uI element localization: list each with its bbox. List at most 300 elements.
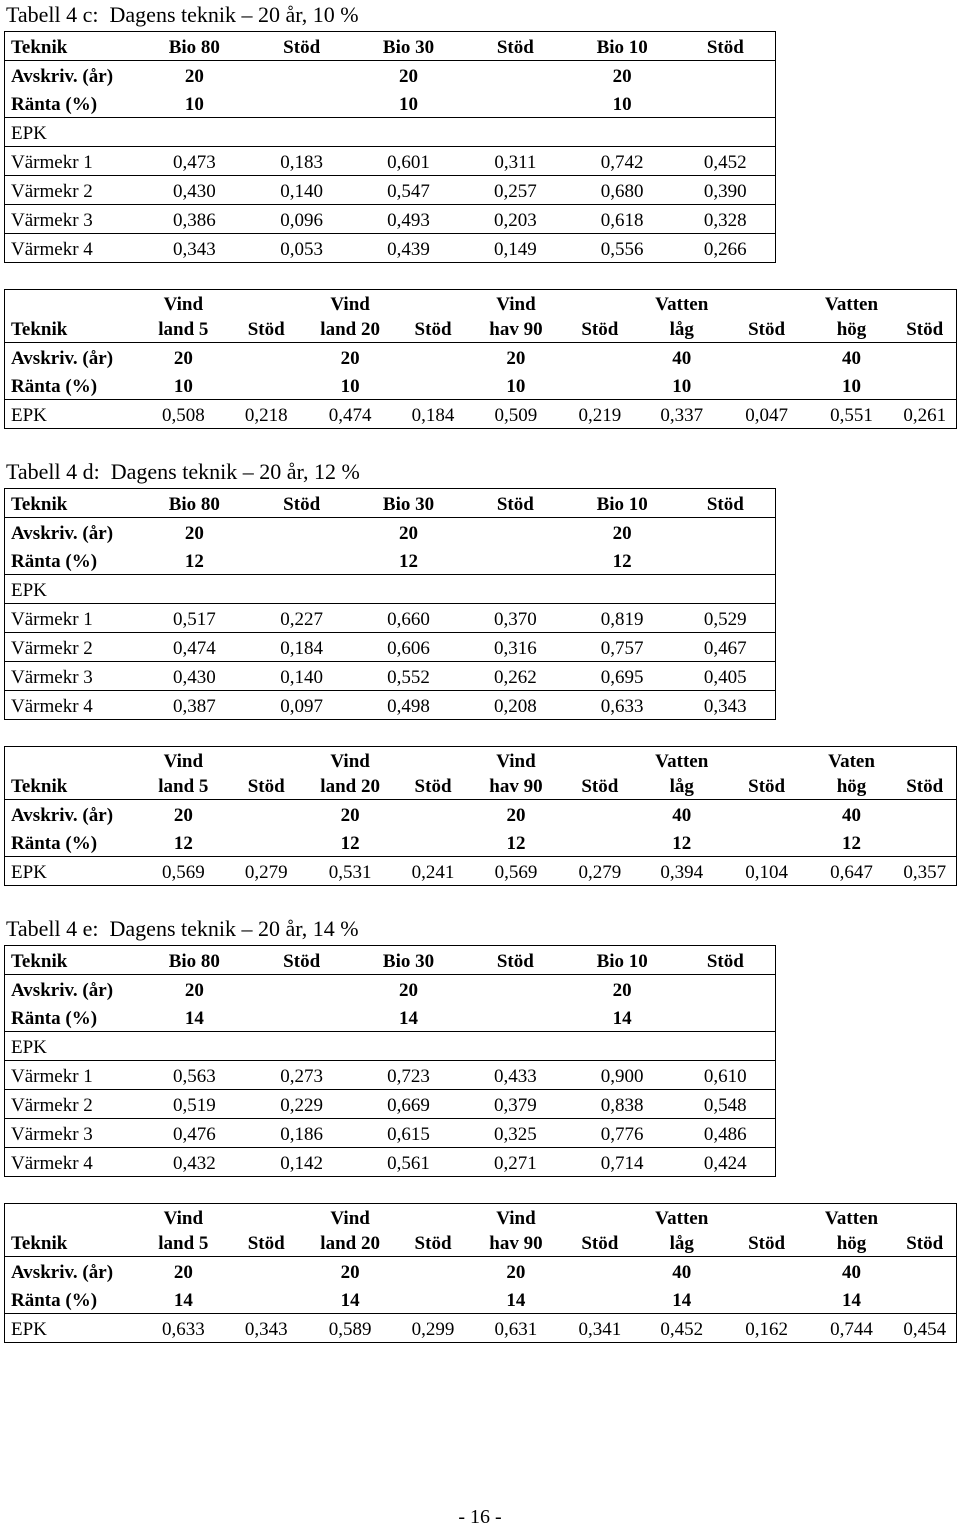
table-cell: 0,601 — [355, 147, 462, 176]
table-cell — [226, 1285, 306, 1314]
table-cell: 0,424 — [676, 1148, 776, 1177]
table-cell — [560, 343, 640, 372]
header-top-line — [906, 1206, 943, 1231]
header-cell — [472, 747, 560, 800]
table-cell: Stöd — [496, 494, 534, 515]
header-bottom-line: Stöd — [906, 319, 944, 340]
header-bottom-line: Stöd — [748, 319, 786, 340]
table-cell: Värmekr 4 — [5, 234, 141, 263]
table-cell: Värmekr 1 — [5, 1061, 141, 1090]
table-cell — [893, 1257, 956, 1286]
header-top-line: Vind — [330, 1208, 370, 1229]
header-cell — [226, 747, 306, 800]
table-cell: 0,552 — [355, 662, 462, 691]
table-cell: 0,241 — [394, 857, 472, 886]
table-cell — [226, 1257, 306, 1286]
table-cell: 0,548 — [676, 1090, 776, 1119]
header-cell — [810, 1204, 894, 1257]
table-cell: 0,394 — [640, 857, 724, 886]
table-cell: Bio 80 — [168, 951, 220, 972]
header-bottom-line: Teknik — [11, 1233, 68, 1254]
table-cell: 0,561 — [355, 1148, 462, 1177]
table-cell: EPK — [5, 575, 776, 604]
table-cell: 0,714 — [569, 1148, 676, 1177]
table-cell: Värmekr 4 — [5, 1148, 141, 1177]
header-bottom-line: land 20 — [320, 776, 380, 797]
table-cell: 20 — [472, 343, 560, 372]
header-top-line: Vind — [330, 294, 370, 315]
table-cell: 0,096 — [248, 205, 355, 234]
table-cell — [676, 1003, 776, 1032]
table-cell: 0,261 — [893, 400, 956, 429]
header-cell — [810, 747, 894, 800]
table-cell: 12 — [173, 833, 193, 854]
table-cell: 0,257 — [462, 176, 569, 205]
table-cell — [724, 1257, 810, 1286]
table-cell: 14 — [340, 1290, 360, 1311]
table-cell: 0,047 — [724, 400, 810, 429]
header-cell — [810, 290, 894, 343]
table-cell: 0,508 — [140, 400, 226, 429]
table-cell — [226, 343, 306, 372]
table-cell: 0,680 — [569, 176, 676, 205]
table-cell: 0,660 — [355, 604, 462, 633]
header-bottom-line: land 5 — [158, 319, 209, 340]
header-bottom-line: Stöd — [581, 1233, 619, 1254]
table-cell: 0,343 — [676, 691, 776, 720]
table-cell: 12 — [340, 833, 360, 854]
table-cell: Värmekr 3 — [5, 1119, 141, 1148]
table-cell: 10 — [612, 94, 632, 115]
header-top-line — [906, 292, 943, 317]
header-top-line: Vind — [163, 294, 204, 315]
table-cell: 0,097 — [248, 691, 355, 720]
header-top-line — [906, 749, 943, 774]
table-row — [5, 1032, 776, 1061]
table-cell: Bio 30 — [382, 951, 435, 972]
table-cell: 0,325 — [462, 1119, 569, 1148]
table-cell: 0,203 — [462, 205, 569, 234]
header-top-line — [581, 1206, 618, 1231]
header-cell — [893, 747, 956, 800]
header-cell — [306, 747, 394, 800]
table-cell — [394, 371, 472, 400]
table-cell: Stöd — [496, 951, 534, 972]
table-cell: 0,273 — [248, 1061, 355, 1090]
header-top-line: Vind — [496, 294, 536, 315]
table-cell: EPK — [5, 400, 141, 429]
table-cell: Ränta (%) — [11, 94, 98, 115]
table-cell — [394, 800, 472, 829]
header-bottom-line: Stöd — [247, 776, 285, 797]
header-cell — [560, 1204, 640, 1257]
header-top-line: Vind — [496, 1208, 536, 1229]
header-top-line — [11, 1206, 67, 1231]
table-cell: EPK — [5, 1032, 776, 1061]
table-cell: 0,053 — [248, 234, 355, 263]
table-row — [5, 747, 957, 800]
table-cell — [226, 371, 306, 400]
table-cell: 0,473 — [140, 147, 248, 176]
header-cell — [560, 290, 640, 343]
table-row — [5, 89, 776, 118]
table-cell: 0,379 — [462, 1090, 569, 1119]
header-cell — [5, 290, 141, 343]
table-cell: 40 — [640, 800, 724, 829]
table-cell: 0,184 — [248, 633, 355, 662]
header-cell — [893, 290, 956, 343]
header-bottom-line: hav 90 — [489, 1233, 543, 1254]
table-row — [5, 828, 957, 857]
table-cell: 40 — [640, 1257, 724, 1286]
table-cell: 0,618 — [569, 205, 676, 234]
table-cell: 0,744 — [810, 1314, 894, 1343]
header-top-line — [248, 1206, 285, 1231]
table-cell: 20 — [140, 975, 248, 1004]
table-cell: 0,186 — [248, 1119, 355, 1148]
table-cell: 20 — [472, 1257, 560, 1286]
table-cell: 0,509 — [472, 400, 560, 429]
table-row — [5, 575, 776, 604]
wind-water-table — [4, 1203, 957, 1343]
page-number: - 16 - — [458, 1506, 502, 1528]
table-row — [5, 662, 776, 691]
table-cell: Stöd — [706, 37, 744, 58]
table-cell: 0,370 — [462, 604, 569, 633]
table-cell: 0,493 — [355, 205, 462, 234]
table-cell — [462, 1003, 569, 1032]
header-cell — [140, 747, 226, 800]
table-cell: 0,486 — [676, 1119, 776, 1148]
header-cell — [140, 1204, 226, 1257]
table-cell: 40 — [810, 343, 894, 372]
table-cell: 0,229 — [248, 1090, 355, 1119]
table-row — [5, 290, 957, 343]
header-top-line — [248, 292, 285, 317]
table-cell: 14 — [612, 1008, 632, 1029]
table-cell: Teknik — [11, 494, 68, 515]
header-bottom-line: hög — [836, 319, 867, 340]
table-cell: Ränta (%) — [11, 551, 98, 572]
table-cell: Teknik — [11, 951, 68, 972]
table-cell: 14 — [841, 1290, 861, 1311]
table-cell: 0,695 — [569, 662, 676, 691]
table-cell: 0,279 — [560, 857, 640, 886]
table-cell: 0,337 — [640, 400, 724, 429]
table-cell: 0,900 — [569, 1061, 676, 1090]
table-cell: 0,183 — [248, 147, 355, 176]
table-cell — [893, 343, 956, 372]
table-cell: 20 — [569, 975, 676, 1004]
table-cell — [560, 828, 640, 857]
table-row — [5, 489, 776, 518]
table-cell: 0,266 — [676, 234, 776, 263]
table-cell: 0,669 — [355, 1090, 462, 1119]
header-bottom-line: hav 90 — [489, 319, 543, 340]
header-cell — [226, 1204, 306, 1257]
header-top-line: Vind — [496, 751, 536, 772]
header-top-line: Vatten — [655, 294, 709, 315]
table-cell — [394, 828, 472, 857]
table-cell: 0,432 — [140, 1148, 248, 1177]
table-row — [5, 1119, 776, 1148]
header-bottom-line: Stöd — [581, 776, 619, 797]
table-cell: 0,454 — [893, 1314, 956, 1343]
table-cell: Värmekr 2 — [5, 1090, 141, 1119]
wind-water-table — [4, 289, 957, 429]
table-row — [5, 118, 776, 147]
table-cell: 20 — [355, 61, 462, 90]
header-cell — [724, 1204, 810, 1257]
table-cell — [724, 828, 810, 857]
header-cell — [640, 747, 724, 800]
header-bottom-line: Teknik — [11, 319, 68, 340]
table-cell — [724, 800, 810, 829]
table-cell: 0,316 — [462, 633, 569, 662]
header-cell — [724, 290, 810, 343]
table-cell: Stöd — [496, 37, 534, 58]
table-cell: 20 — [306, 800, 394, 829]
table-cell: Avskriv. (år) — [5, 800, 141, 829]
table-cell: 0,439 — [355, 234, 462, 263]
table-cell: 0,149 — [462, 234, 569, 263]
table-cell: 10 — [841, 376, 861, 397]
table-cell: 0,474 — [140, 633, 248, 662]
header-top-line — [581, 292, 618, 317]
table-cell — [893, 800, 956, 829]
table-cell: 0,474 — [306, 400, 394, 429]
table-cell: 20 — [472, 800, 560, 829]
table-cell: 12 — [672, 833, 692, 854]
table-cell: 40 — [810, 800, 894, 829]
table-cell — [724, 371, 810, 400]
table-cell: Ränta (%) — [11, 1008, 98, 1029]
table-cell: 10 — [399, 94, 418, 115]
header-cell — [472, 1204, 560, 1257]
table-title: Tabell 4 e: Dagens teknik – 20 år, 14 % — [6, 916, 359, 941]
header-bottom-line: Stöd — [906, 1233, 944, 1254]
table-row — [5, 343, 957, 372]
table-cell — [248, 518, 355, 547]
table-cell: Bio 10 — [596, 37, 648, 58]
table-cell: 12 — [612, 551, 632, 572]
table-cell: 10 — [184, 94, 204, 115]
table-row — [5, 800, 957, 829]
table-row — [5, 234, 776, 263]
header-top-line — [11, 749, 67, 774]
table-cell: 0,390 — [676, 176, 776, 205]
table-cell — [724, 343, 810, 372]
table-row — [5, 205, 776, 234]
table-row — [5, 147, 776, 176]
table-cell: 0,311 — [462, 147, 569, 176]
table-cell: 12 — [506, 833, 526, 854]
table-cell: 0,433 — [462, 1061, 569, 1090]
table-cell: 20 — [140, 343, 226, 372]
table-cell: 14 — [184, 1008, 204, 1029]
table-cell: 0,631 — [472, 1314, 560, 1343]
table-cell: Stöd — [706, 494, 744, 515]
table-cell: Värmekr 1 — [5, 604, 141, 633]
table-cell — [462, 975, 569, 1004]
table-cell: 20 — [355, 975, 462, 1004]
table-cell: 0,551 — [810, 400, 894, 429]
table-cell: Avskriv. (år) — [5, 343, 141, 372]
header-bottom-line: Stöd — [906, 776, 944, 797]
table-cell: 0,742 — [569, 147, 676, 176]
table-cell — [226, 828, 306, 857]
table-row — [5, 1148, 776, 1177]
table-cell: Värmekr 1 — [5, 147, 141, 176]
table-cell: Avskriv. (år) — [5, 975, 141, 1004]
table-cell — [893, 371, 956, 400]
table-cell: 0,279 — [226, 857, 306, 886]
table-cell: 0,569 — [472, 857, 560, 886]
table-row — [5, 1061, 776, 1090]
table-cell: 0,838 — [569, 1090, 676, 1119]
table-cell: 0,529 — [676, 604, 776, 633]
table-cell: Värmekr 3 — [5, 205, 141, 234]
table-cell: 0,633 — [569, 691, 676, 720]
table-cell — [248, 89, 355, 118]
header-top-line — [415, 292, 452, 317]
header-top-line — [581, 749, 618, 774]
header-cell — [893, 1204, 956, 1257]
header-top-line — [748, 1206, 785, 1231]
header-cell — [640, 290, 724, 343]
table-cell: 20 — [140, 61, 248, 90]
table-cell: 0,227 — [248, 604, 355, 633]
header-bottom-line: Teknik — [11, 776, 68, 797]
table-row — [5, 32, 776, 61]
table-row — [5, 1090, 776, 1119]
table-cell: Teknik — [11, 37, 68, 58]
wind-water-table — [4, 746, 957, 886]
table-row — [5, 946, 776, 975]
header-top-line — [11, 292, 67, 317]
table-cell — [676, 546, 776, 575]
table-row — [5, 400, 957, 429]
table-cell: 0,140 — [248, 176, 355, 205]
table-cell: 14 — [173, 1290, 193, 1311]
table-cell: EPK — [5, 118, 776, 147]
table-cell — [394, 1285, 472, 1314]
table-row — [5, 1257, 957, 1286]
header-cell — [560, 747, 640, 800]
table-cell — [226, 800, 306, 829]
header-top-line: Vind — [330, 751, 370, 772]
table-cell: 0,386 — [140, 205, 248, 234]
table-cell — [560, 1257, 640, 1286]
table-cell: 12 — [184, 551, 204, 572]
table-cell: 0,430 — [140, 662, 248, 691]
table-cell: 0,328 — [676, 205, 776, 234]
table-cell: Värmekr 4 — [5, 691, 141, 720]
table-cell: 20 — [140, 800, 226, 829]
table-cell: 0,517 — [140, 604, 248, 633]
header-top-line — [415, 1206, 452, 1231]
table-cell: 20 — [140, 518, 248, 547]
table-cell: 0,633 — [140, 1314, 226, 1343]
table-cell — [248, 975, 355, 1004]
table-cell: Bio 30 — [382, 37, 435, 58]
table-row — [5, 1285, 957, 1314]
table-cell: 40 — [640, 343, 724, 372]
table-cell: 20 — [306, 1257, 394, 1286]
table-cell: 14 — [672, 1290, 692, 1311]
table-cell: 14 — [399, 1008, 418, 1029]
table-cell: 0,299 — [394, 1314, 472, 1343]
header-bottom-line: Stöd — [748, 1233, 786, 1254]
table-cell — [676, 518, 776, 547]
table-cell: 0,757 — [569, 633, 676, 662]
table-cell — [248, 61, 355, 90]
table-cell — [676, 975, 776, 1004]
header-bottom-line: Stöd — [247, 319, 285, 340]
table-cell: Stöd — [706, 951, 744, 972]
table-cell — [462, 61, 569, 90]
table-cell: 0,776 — [569, 1119, 676, 1148]
header-cell — [5, 1204, 141, 1257]
table-cell: 0,531 — [306, 857, 394, 886]
table-cell: 0,343 — [226, 1314, 306, 1343]
table-row — [5, 518, 776, 547]
table-cell: Avskriv. (år) — [5, 61, 141, 90]
table-cell: Stöd — [283, 37, 321, 58]
table-cell — [462, 518, 569, 547]
header-bottom-line: Stöd — [414, 1233, 452, 1254]
header-cell — [394, 1204, 472, 1257]
table-cell: 0,387 — [140, 691, 248, 720]
header-cell — [306, 290, 394, 343]
table-cell: Bio 30 — [382, 494, 435, 515]
table-cell — [560, 800, 640, 829]
header-bottom-line: låg — [669, 1233, 694, 1254]
header-cell — [472, 290, 560, 343]
table-cell: 0,556 — [569, 234, 676, 263]
header-top-line: Vatten — [824, 1208, 879, 1229]
table-cell: Bio 10 — [596, 494, 648, 515]
table-row — [5, 1003, 776, 1032]
table-cell: Värmekr 2 — [5, 633, 141, 662]
header-bottom-line: hög — [836, 776, 867, 797]
table-cell: 0,184 — [394, 400, 472, 429]
table-cell: Stöd — [283, 494, 321, 515]
table-cell: 0,262 — [462, 662, 569, 691]
table-row — [5, 371, 957, 400]
header-top-line: Vatten — [824, 294, 879, 315]
header-top-line: Vatten — [655, 1208, 709, 1229]
table-cell: 0,104 — [724, 857, 810, 886]
table-row — [5, 975, 776, 1004]
header-cell — [226, 290, 306, 343]
table-cell: 0,467 — [676, 633, 776, 662]
table-row — [5, 61, 776, 90]
header-cell — [140, 290, 226, 343]
table-cell: 0,452 — [640, 1314, 724, 1343]
table-cell: 0,341 — [560, 1314, 640, 1343]
table-cell — [893, 828, 956, 857]
table-cell: 20 — [569, 518, 676, 547]
table-cell: 10 — [506, 376, 526, 397]
table-row — [5, 1204, 957, 1257]
header-cell — [5, 747, 141, 800]
table-cell: 10 — [173, 376, 193, 397]
header-bottom-line: låg — [669, 319, 694, 340]
table-cell: 0,723 — [355, 1061, 462, 1090]
table-cell: 0,430 — [140, 176, 248, 205]
table-cell — [394, 343, 472, 372]
